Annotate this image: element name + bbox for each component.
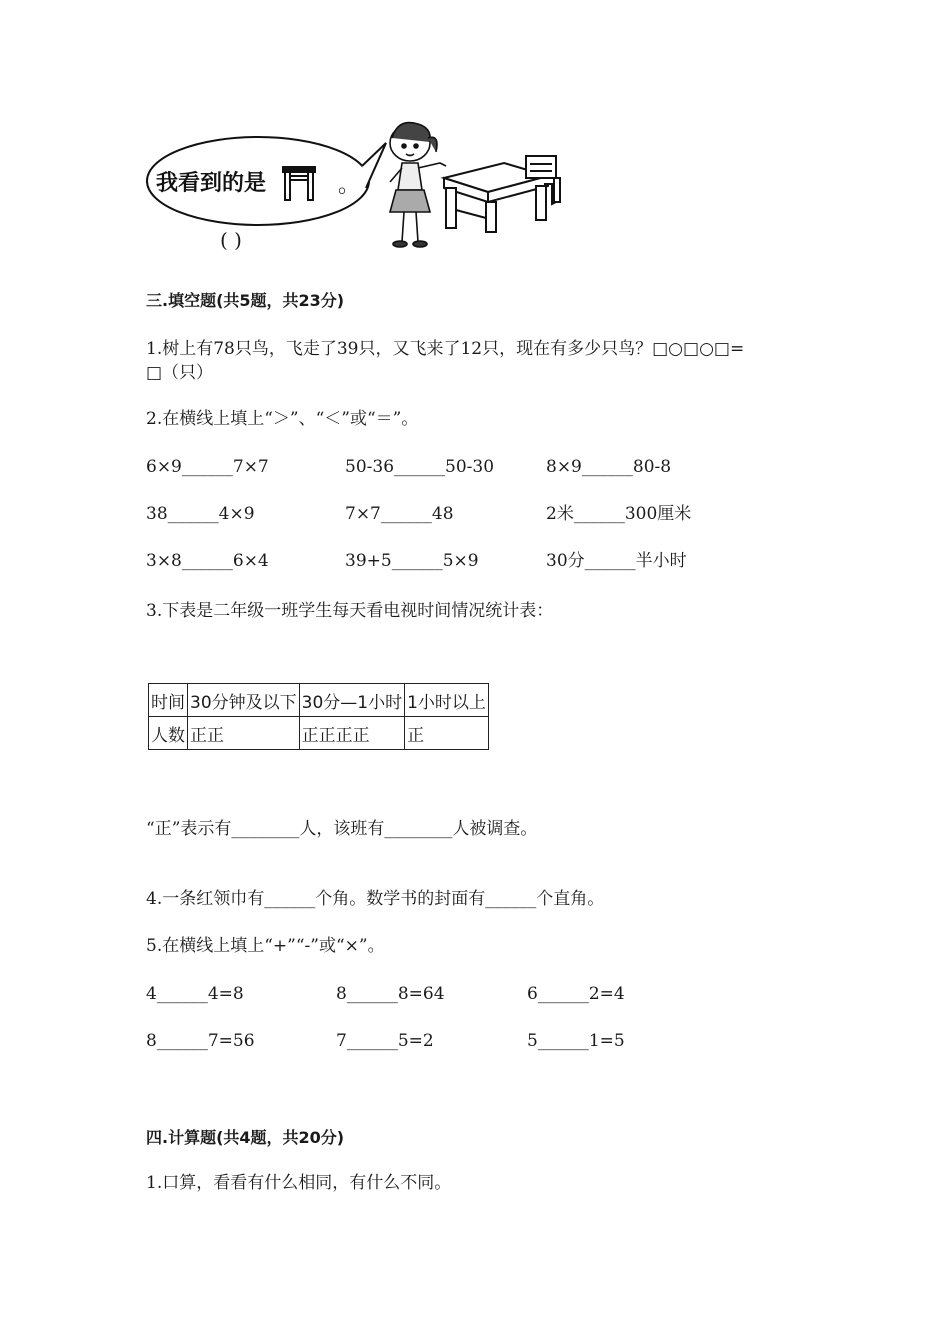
table-cell: 正 (405, 717, 489, 750)
compare-item: 8×9______80-8 (546, 457, 672, 477)
operator-item: 7______5=2 (336, 1031, 434, 1051)
compare-item: 38______4×9 (146, 504, 255, 524)
section-3-title: 三.填空题(共5题，共23分) (146, 291, 345, 310)
table-row (149, 684, 489, 717)
compare-item: 6×9______7×7 (146, 457, 269, 477)
question-3-note: “正”表示有________人，该班有________人被调查。 (146, 819, 538, 839)
tv-time-table (148, 683, 489, 750)
operator-item: 8______7=56 (146, 1031, 255, 1051)
section-4-title: 四.计算题(共4题，共20分) (146, 1128, 345, 1147)
table-cell: 1小时以上 (405, 684, 489, 717)
compare-item: 2米______300厘米 (546, 504, 692, 524)
illustration (140, 118, 580, 260)
girl-figure (390, 123, 446, 247)
table-cell: 时间 (149, 684, 188, 717)
compare-item: 39+5______5×9 (345, 551, 479, 571)
section-4-question-1: 1.口算，看看有什么相同，有什么不同。 (146, 1173, 452, 1193)
question-1-line-2: □（只） (146, 363, 214, 383)
question-5-prompt: 5.在横线上填上“+”“-”或“×”。 (146, 936, 385, 956)
operator-item: 6______2=4 (527, 984, 625, 1004)
table-cell: 人数 (149, 717, 188, 750)
compare-item: 7×7______48 (345, 504, 454, 524)
table-cell: 30分—1小时 (299, 684, 404, 717)
compare-item: 30分______半小时 (546, 551, 687, 571)
answer-parentheses: ( ) (220, 228, 242, 252)
table-cell: 正正 (188, 717, 300, 750)
question-4: 4.一条红领巾有______个角。数学书的封面有______个直角。 (146, 889, 605, 909)
compare-item: 3×8______6×4 (146, 551, 269, 571)
bubble-end: 。 (338, 173, 361, 198)
operator-item: 8______8=64 (336, 984, 445, 1004)
operator-item: 4______4=8 (146, 984, 244, 1004)
operator-item: 5______1=5 (527, 1031, 625, 1051)
bubble-text: 我看到的是 (156, 171, 267, 196)
table-row (149, 717, 489, 750)
table-cell: 正正正正 (299, 717, 404, 750)
question-2-prompt: 2.在横线上填上“＞”、“＜”或“＝”。 (146, 409, 419, 429)
question-3-prompt: 3.下表是二年级一班学生每天看电视时间情况统计表： (146, 601, 554, 621)
table-cell: 30分钟及以下 (188, 684, 300, 717)
compare-item: 50-36______50-30 (345, 457, 495, 477)
question-1-line-1: 1.树上有78只鸟，飞走了39只，又飞来了12只，现在有多少只鸟？□○□○□= (146, 339, 745, 359)
